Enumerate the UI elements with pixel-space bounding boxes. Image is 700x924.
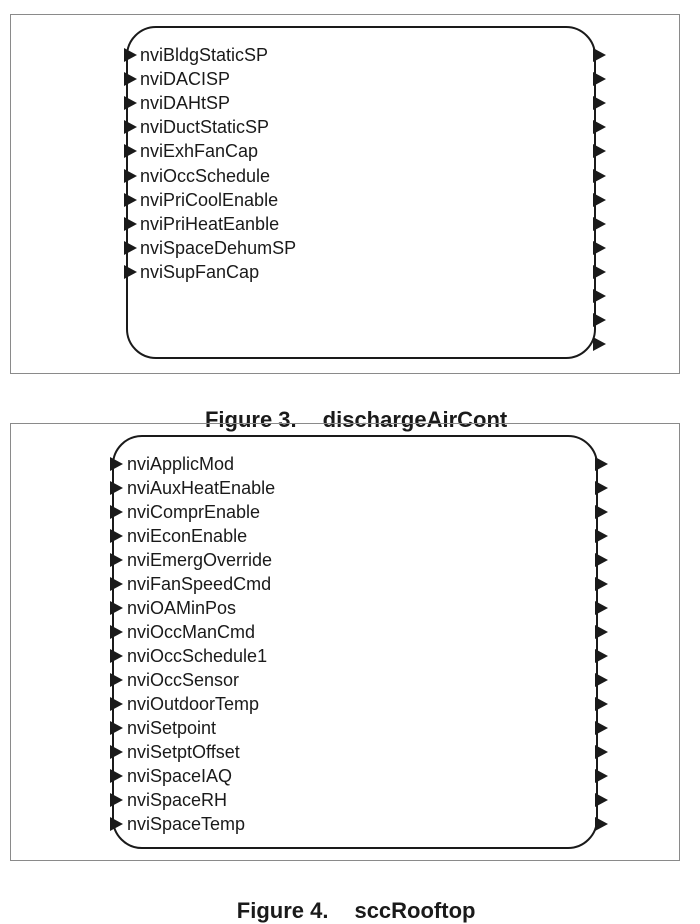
output-port-arrow-icon <box>595 529 608 543</box>
input-port-arrow-icon <box>124 120 137 134</box>
input-port-label: nviSpaceIAQ <box>127 766 233 786</box>
input-port-label: nviSetptOffset <box>127 742 240 762</box>
output-port-arrow-icon <box>595 673 608 687</box>
output-port-arrow-icon <box>595 721 608 735</box>
output-port-arrow-icon <box>593 289 606 303</box>
input-port-arrow-icon <box>110 697 123 711</box>
output-port-arrow-icon <box>593 313 606 327</box>
input-port-label: nviOccManCmd <box>127 622 256 642</box>
input-port-arrow-icon <box>110 649 123 663</box>
input-port-arrow-icon <box>110 793 123 807</box>
output-port-arrow-icon <box>595 625 608 639</box>
input-port-label: nviDAHtSP <box>140 93 231 114</box>
input-port-arrow-icon <box>124 217 137 231</box>
input-port-label: nviDuctStaticSP <box>140 117 270 138</box>
input-port-arrow-icon <box>124 241 137 255</box>
input-port-label: nviPriCoolEnable <box>140 189 279 210</box>
input-port-arrow-icon <box>110 601 123 615</box>
input-port-arrow-icon <box>110 577 123 591</box>
output-port-arrow-icon <box>595 769 608 783</box>
figure-3-caption-title: dischargeAirCont <box>322 407 508 432</box>
input-port-arrow-icon <box>110 745 123 759</box>
input-port-arrow-icon <box>124 72 137 86</box>
input-port-arrow-icon <box>110 529 123 543</box>
input-port-label: nviSpaceTemp <box>127 814 246 834</box>
output-port-arrow-icon <box>593 120 606 134</box>
input-port-label: nviApplicMod <box>127 454 235 474</box>
input-port-label: nviOccSchedule1 <box>127 646 268 666</box>
input-port-label: nviOAMinPos <box>127 598 237 618</box>
input-port-label: nviOutdoorTemp <box>127 694 260 714</box>
output-port-arrow-icon <box>595 505 608 519</box>
figure-4-caption <box>0 872 700 924</box>
input-port-arrow-icon <box>110 769 123 783</box>
input-port-arrow-icon <box>110 481 123 495</box>
output-port-arrow-icon <box>595 649 608 663</box>
input-port-label: nviSupFanCap <box>140 261 260 282</box>
output-port-arrow-icon <box>595 457 608 471</box>
input-port-arrow-icon <box>110 553 123 567</box>
input-port-arrow-icon <box>110 625 123 639</box>
output-port-arrow-icon <box>593 241 606 255</box>
input-port-label: nviPriHeatEanble <box>140 213 280 234</box>
input-port-label: nviComprEnable <box>127 502 261 522</box>
output-port-arrow-icon <box>595 697 608 711</box>
input-port-arrow-icon <box>124 96 137 110</box>
output-port-arrow-icon <box>593 144 606 158</box>
output-port-arrow-icon <box>595 553 608 567</box>
output-port-arrow-icon <box>595 793 608 807</box>
figure-3-caption-label: Figure 3. <box>204 407 297 432</box>
input-port-label: nviSpaceDehumSP <box>140 237 297 258</box>
input-port-arrow-icon <box>110 721 123 735</box>
output-port-arrow-icon <box>593 169 606 183</box>
output-port-arrow-icon <box>595 481 608 495</box>
output-port-arrow-icon <box>595 817 608 831</box>
output-port-arrow-icon <box>595 745 608 759</box>
input-port-label: nviEmergOverride <box>127 550 273 570</box>
input-port-label: nviSetpoint <box>127 718 217 738</box>
input-port-arrow-icon <box>124 144 137 158</box>
input-port-label: nviBldgStaticSP <box>140 45 269 65</box>
input-port-arrow-icon <box>124 265 137 279</box>
input-port-arrow-icon <box>124 193 137 207</box>
input-port-label: nviOccSensor <box>127 670 240 690</box>
input-port-arrow-icon <box>110 505 123 519</box>
input-port-label: nviOccSchedule <box>140 165 271 186</box>
output-port-arrow-icon <box>593 72 606 86</box>
output-port-arrow-icon <box>593 48 606 62</box>
input-port-arrow-icon <box>124 169 137 183</box>
input-port-arrow-icon <box>110 673 123 687</box>
input-port-label: nviSpaceRH <box>127 790 228 810</box>
input-port-label: nviAuxHeatEnable <box>127 478 276 498</box>
input-port-arrow-icon <box>110 457 123 471</box>
input-port-arrow-icon <box>110 817 123 831</box>
output-port-arrow-icon <box>593 96 606 110</box>
input-port-label: nviDACISP <box>140 69 231 90</box>
figure-4-caption-label: Figure 4. <box>236 898 329 923</box>
output-port-arrow-icon <box>595 577 608 591</box>
output-port-arrow-icon <box>595 601 608 615</box>
input-port-label: nviExhFanCap <box>140 141 259 162</box>
figure-4-caption-title: sccRooftop <box>354 898 476 923</box>
output-port-arrow-icon <box>593 265 606 279</box>
output-port-arrow-icon <box>593 337 606 351</box>
input-port-label: nviEconEnable <box>127 526 248 546</box>
output-port-arrow-icon <box>593 217 606 231</box>
input-port-label: nviFanSpeedCmd <box>127 574 272 594</box>
input-port-arrow-icon <box>124 48 137 62</box>
output-port-arrow-icon <box>593 193 606 207</box>
